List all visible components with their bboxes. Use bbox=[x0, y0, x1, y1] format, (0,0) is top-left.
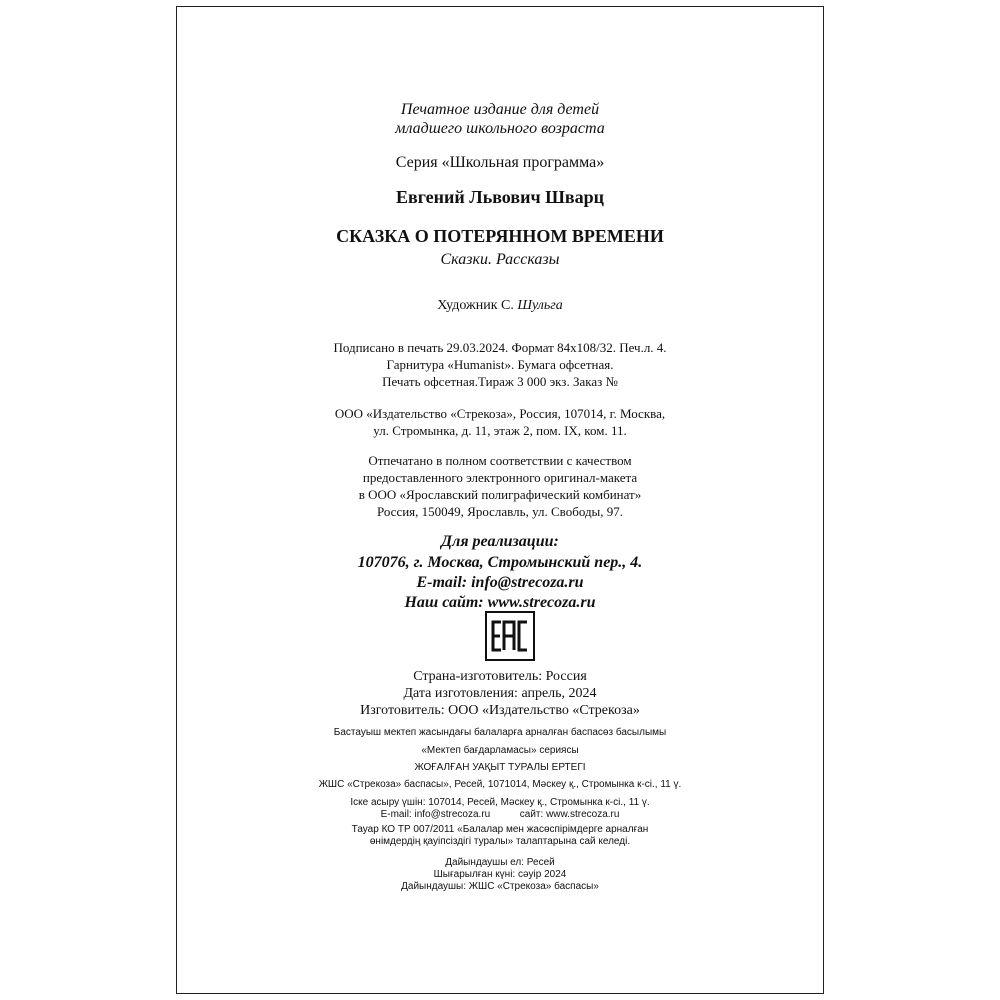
kz-title: ЖОҒАЛҒАН УАҚЫТ ТУРАЛЫ ЕРТЕГІ bbox=[414, 762, 586, 773]
kz-contacts bbox=[177, 809, 823, 820]
manufacture-date: Дата изготовления: апрель, 2024 bbox=[403, 686, 597, 701]
kz-email: E-mail: info@strecoza.ru bbox=[380, 809, 491, 820]
publisher-line-2: ул. Стромынка, д. 11, этаж 2, пом. IX, ком. 11. bbox=[373, 423, 627, 438]
audience-line-2: младшего школьного возраста bbox=[395, 120, 605, 137]
kz-site: сайт: www.strecoza.ru bbox=[519, 809, 620, 820]
illustrator-label: Художник С. bbox=[437, 298, 514, 313]
manufacturer: Изготовитель: ООО «Издательство «Стрекоза» bbox=[360, 703, 640, 718]
kz-series: «Мектеп бағдарламасы» сериясы bbox=[421, 745, 579, 756]
illustrator-line bbox=[177, 298, 823, 314]
kz-intro: Бастауыш мектеп жасындағы балаларға арналған баспасөз басылымы bbox=[333, 727, 667, 738]
sales-address: 107076, г. Москва, Стромынский пер., 4. bbox=[357, 554, 643, 571]
printer-line-4: Россия, 150049, Ярославль, ул. Свободы, 97. bbox=[376, 504, 624, 519]
kz-tr-line-2: өнімдердің қауіпсіздігі туралы» талаптарына сай келеді. bbox=[369, 836, 631, 847]
kz-date: Шығарылған күні: сәуір 2024 bbox=[433, 869, 567, 880]
author-name: Евгений Львович Шварц bbox=[396, 187, 604, 207]
book-imprint-page bbox=[176, 6, 824, 994]
book-title: СКАЗКА О ПОТЕРЯННОМ ВРЕМЕНИ bbox=[336, 226, 664, 246]
imprint-line-2: Гарнитура «Humanist». Бумага офсетная. bbox=[386, 357, 614, 372]
printer-line-2: предоставленного электронного оригинал-макета bbox=[362, 470, 638, 485]
kz-publisher: ЖШС «Стрекоза» баспасы», Ресей, 1071014, Мәскеу қ., Стромынка к-сі., 11 ү. bbox=[318, 779, 682, 790]
imprint-line-3: Печать офсетная.Тираж 3 000 экз. Заказ № bbox=[382, 374, 618, 389]
sales-website: Наш сайт: www.strecoza.ru bbox=[404, 594, 596, 611]
kz-sales: Іске асыру үшін: 107014, Ресей, Мәскеу қ., Стромынка к-сі., 11 ү. bbox=[350, 797, 650, 808]
printer-line-3: в ООО «Ярославский полиграфический комбинат» bbox=[358, 487, 642, 502]
imprint-line-1: Подписано в печать 29.03.2024. Формат 84x108/32. Печ.л. 4. bbox=[333, 340, 667, 355]
kz-maker: Дайындаушы: ЖШС «Стрекоза» баспасы» bbox=[401, 881, 599, 892]
manufacture-country: Страна-изготовитель: Россия bbox=[413, 669, 587, 684]
sales-email: E-mail: info@strecoza.ru bbox=[416, 574, 584, 591]
audience-line-1: Печатное издание для детей bbox=[400, 101, 600, 118]
kz-country: Дайындаушы ел: Ресей bbox=[445, 857, 555, 868]
eac-certification-mark bbox=[485, 611, 535, 661]
sales-heading: Для реализации: bbox=[441, 533, 559, 550]
publisher-line-1: ООО «Издательство «Стрекоза», Россия, 107014, г. Москва, bbox=[334, 406, 666, 421]
illustrator-name: Шульга bbox=[517, 298, 563, 313]
series-line: Серия «Школьная программа» bbox=[395, 154, 605, 171]
kz-tr-line-1: Тауар КО ТР 007/2011 «Балалар мен жасөспірімдерге арналған bbox=[351, 824, 649, 835]
book-subtitle: Сказки. Рассказы bbox=[440, 251, 560, 268]
printer-line-1: Отпечатано в полном соответствии с качеством bbox=[368, 453, 632, 468]
